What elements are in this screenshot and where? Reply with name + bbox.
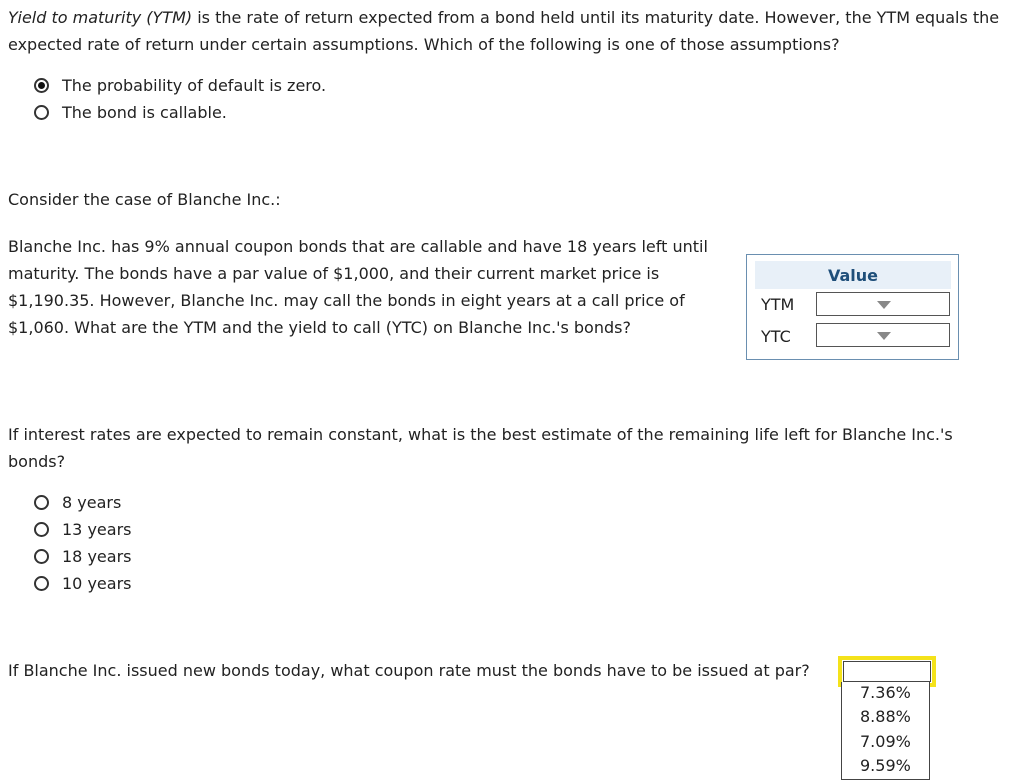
question-coupon-rate: If Blanche Inc. issued new bonds today, what coupon rate must the bonds have to be issued at par? (8, 661, 810, 680)
question-remaining-life: If interest rates are expected to remain constant, what is the best estimate of the remaining life left for Blanche Inc.'s bonds? (8, 425, 953, 471)
ytm-term: Yield to maturity (YTM) (8, 8, 193, 27)
ytc-label: YTC (761, 327, 791, 346)
chevron-down-icon (877, 332, 891, 340)
question-ytm-assumption (8, 4, 1008, 58)
radio-label: 18 years (62, 546, 132, 566)
radio-button[interactable] (34, 495, 49, 510)
radio-label: 8 years (62, 492, 122, 512)
option-7-36[interactable]: 7.36% (860, 683, 911, 702)
value-table (746, 254, 959, 360)
radio-label: 10 years (62, 573, 132, 593)
radio-option-18-years[interactable] (34, 545, 131, 567)
radio-button[interactable] (34, 576, 49, 591)
radio-option-callable[interactable] (34, 101, 227, 123)
radio-button[interactable] (34, 549, 49, 564)
radio-option-8-years[interactable] (34, 491, 121, 513)
option-8-88[interactable]: 8.88% (860, 707, 911, 726)
radio-option-default-zero[interactable] (34, 74, 326, 96)
radio-label: The bond is callable. (62, 102, 227, 122)
question-text: is the rate of return expected from a bond held until its maturity date. However, the YTM equals the expected rate of return under certain assumptions. Which of the following is one of those assumptions? (8, 8, 1000, 54)
ytm-dropdown[interactable] (816, 292, 950, 316)
radio-label: 13 years (62, 519, 132, 539)
coupon-rate-select-value (843, 661, 931, 682)
option-9-59[interactable]: 9.59% (860, 756, 911, 775)
radio-label: The probability of default is zero. (62, 75, 327, 95)
case-body: Blanche Inc. has 9% annual coupon bonds that are callable and have 18 years left until maturity. The bonds have a par value of $1,000, and their current market price is $1,190.35. However, Blanche Inc. may call the bonds in eight years at a call price of $1,060. What are the YTM and the yield to call (YTC) on Blanche Inc.'s bonds? (8, 237, 708, 337)
ytc-dropdown[interactable] (816, 323, 950, 347)
chevron-down-icon (877, 301, 891, 309)
radio-option-13-years[interactable] (34, 518, 131, 540)
radio-button-selected[interactable] (34, 78, 49, 93)
option-7-09[interactable]: 7.09% (860, 732, 911, 751)
radio-option-10-years[interactable] (34, 572, 131, 594)
value-table-header: Value (755, 261, 951, 289)
coupon-rate-options (841, 682, 930, 780)
radio-button[interactable] (34, 105, 49, 120)
ytm-label: YTM (761, 295, 795, 314)
case-intro: Consider the case of Blanche Inc.: (8, 190, 281, 209)
radio-button[interactable] (34, 522, 49, 537)
